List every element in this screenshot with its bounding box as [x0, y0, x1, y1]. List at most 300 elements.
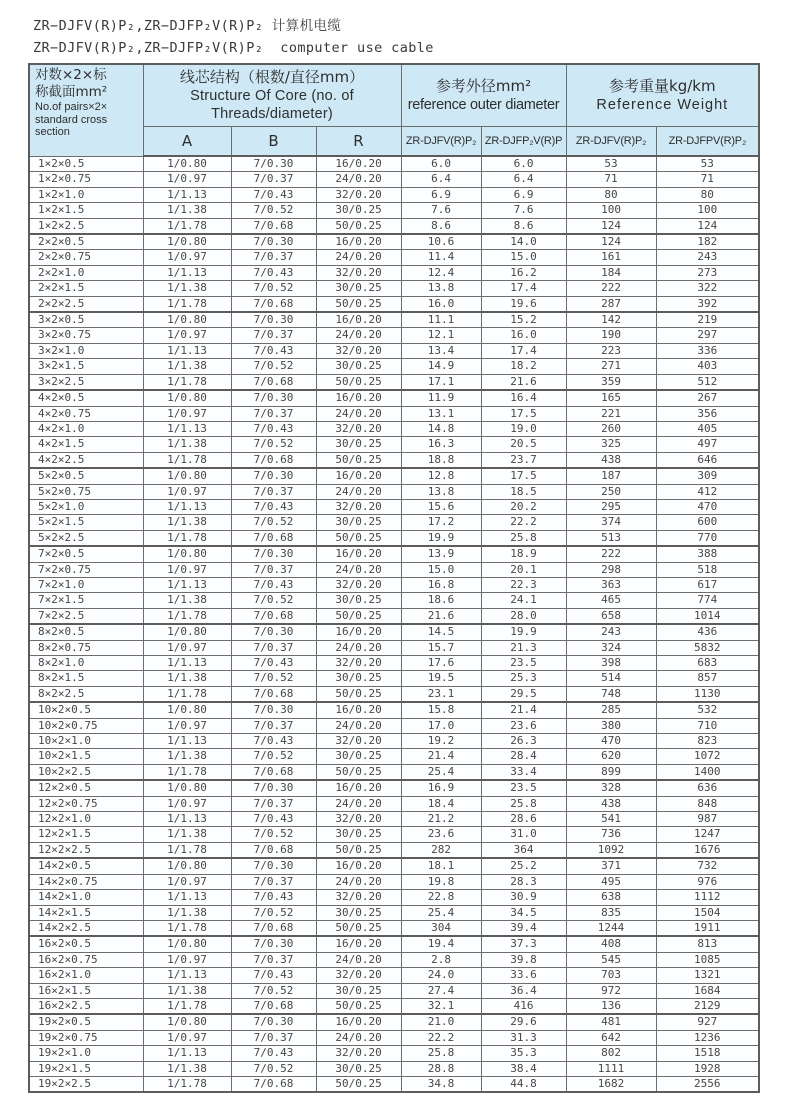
data-cell: 309: [656, 468, 759, 484]
data-cell: 7/0.52: [231, 1061, 316, 1076]
data-cell: 1682: [566, 1076, 656, 1092]
data-cell: 7/0.30: [231, 936, 316, 952]
data-cell: 7/0.52: [231, 281, 316, 296]
data-cell: 32/0.20: [316, 265, 401, 280]
data-cell: 7/0.30: [231, 546, 316, 562]
table-body: [29, 156, 759, 1092]
data-cell: 30/0.25: [316, 671, 401, 686]
row-label: 16×2×0.5: [29, 936, 143, 952]
data-cell: 23.5: [481, 656, 566, 671]
header-reference-outer-diameter: [401, 64, 566, 126]
data-cell: 7/0.68: [231, 686, 316, 702]
data-cell: 1/1.78: [143, 920, 231, 936]
data-cell: 23.5: [481, 780, 566, 796]
data-cell: 16/0.20: [316, 624, 401, 640]
data-cell: 470: [566, 734, 656, 749]
data-cell: 7/0.43: [231, 499, 316, 514]
data-cell: 39.8: [481, 952, 566, 967]
data-cell: 1/0.97: [143, 328, 231, 343]
data-cell: 7/0.30: [231, 780, 316, 796]
table-row: [29, 250, 759, 265]
data-cell: 16/0.20: [316, 780, 401, 796]
data-cell: 7/0.43: [231, 343, 316, 358]
data-cell: 273: [656, 265, 759, 280]
data-cell: 1/0.80: [143, 624, 231, 640]
data-cell: 14.5: [401, 624, 481, 640]
data-cell: 11.1: [401, 312, 481, 328]
data-cell: 7/0.30: [231, 156, 316, 172]
table-row: [29, 421, 759, 436]
data-cell: 23.7: [481, 452, 566, 468]
data-cell: 1/1.13: [143, 1046, 231, 1061]
data-cell: 71: [656, 172, 759, 187]
data-cell: 18.2: [481, 359, 566, 374]
data-cell: 7/0.30: [231, 234, 316, 250]
header-structure-en-line2: Threads/diameter): [211, 106, 333, 123]
header-pairs-en-line2: standard cross: [35, 113, 108, 126]
data-cell: 658: [566, 608, 656, 624]
table-row: [29, 406, 759, 421]
subheader-weight-zr-djfv: ZR-DJFV(R)P₂: [566, 126, 656, 156]
table-row: [29, 936, 759, 952]
data-cell: 24/0.20: [316, 874, 401, 889]
data-cell: 124: [566, 234, 656, 250]
data-cell: 636: [656, 780, 759, 796]
data-cell: 398: [566, 656, 656, 671]
data-cell: 1085: [656, 952, 759, 967]
header-structure-en-line1: Structure Of Core (no. of: [190, 88, 354, 105]
data-cell: 7/0.52: [231, 515, 316, 530]
row-label: 2×2×1.0: [29, 265, 143, 280]
data-cell: 15.6: [401, 499, 481, 514]
row-label: 1×2×2.5: [29, 218, 143, 234]
table-row: [29, 187, 759, 202]
table-row: [29, 842, 759, 858]
data-cell: 336: [656, 343, 759, 358]
data-cell: 7/0.52: [231, 593, 316, 608]
data-cell: 19.9: [401, 530, 481, 546]
data-cell: 1/0.80: [143, 312, 231, 328]
table-row: [29, 156, 759, 172]
data-cell: 1400: [656, 764, 759, 780]
data-cell: 1/0.80: [143, 390, 231, 406]
header-reference-weight: [566, 64, 759, 126]
data-cell: 13.9: [401, 546, 481, 562]
data-cell: 17.2: [401, 515, 481, 530]
row-label: 7×2×2.5: [29, 608, 143, 624]
table-row: [29, 920, 759, 936]
data-cell: 24/0.20: [316, 1030, 401, 1045]
data-cell: 7/0.52: [231, 437, 316, 452]
data-cell: 50/0.25: [316, 608, 401, 624]
data-cell: 359: [566, 374, 656, 390]
data-cell: 16/0.20: [316, 156, 401, 172]
data-cell: 371: [566, 858, 656, 874]
data-cell: 774: [656, 593, 759, 608]
data-cell: 24/0.20: [316, 718, 401, 733]
data-cell: 285: [566, 702, 656, 718]
data-cell: 11.4: [401, 250, 481, 265]
data-cell: 732: [656, 858, 759, 874]
data-cell: 1/1.38: [143, 359, 231, 374]
data-cell: 412: [656, 484, 759, 499]
data-cell: 19.2: [401, 734, 481, 749]
data-cell: 16.8: [401, 577, 481, 592]
data-cell: 80: [566, 187, 656, 202]
data-cell: 25.2: [481, 858, 566, 874]
data-cell: 438: [566, 796, 656, 811]
data-cell: 683: [656, 656, 759, 671]
data-cell: 405: [656, 421, 759, 436]
data-cell: 1911: [656, 920, 759, 936]
data-cell: 50/0.25: [316, 920, 401, 936]
data-cell: 287: [566, 296, 656, 312]
data-cell: 495: [566, 874, 656, 889]
data-cell: 7/0.30: [231, 1014, 316, 1030]
data-cell: 1247: [656, 827, 759, 842]
data-cell: 20.2: [481, 499, 566, 514]
data-cell: 28.3: [481, 874, 566, 889]
data-cell: 1/0.97: [143, 172, 231, 187]
data-cell: 30/0.25: [316, 827, 401, 842]
row-label: 5×2×2.5: [29, 530, 143, 546]
row-label: 10×2×0.75: [29, 718, 143, 733]
data-cell: 7/0.37: [231, 718, 316, 733]
header-pairs-cn-line2: 称截面mm²: [35, 84, 108, 100]
data-cell: 512: [656, 374, 759, 390]
header-diameter-cn: 参考外径mm²: [435, 77, 532, 96]
data-cell: 32/0.20: [316, 968, 401, 983]
table-row: [29, 577, 759, 592]
table-row: [29, 905, 759, 920]
data-cell: 298: [566, 562, 656, 577]
data-cell: 1/0.97: [143, 718, 231, 733]
data-cell: 53: [566, 156, 656, 172]
row-label: 3×2×0.75: [29, 328, 143, 343]
data-cell: 1/1.13: [143, 343, 231, 358]
data-cell: 857: [656, 671, 759, 686]
table-row: [29, 764, 759, 780]
data-cell: 374: [566, 515, 656, 530]
data-cell: 18.9: [481, 546, 566, 562]
data-cell: 7/0.52: [231, 905, 316, 920]
data-cell: 16.2: [481, 265, 566, 280]
subheader-diameter-zr-djfv: ZR-DJFV(R)P₂: [401, 126, 481, 156]
row-label: 4×2×2.5: [29, 452, 143, 468]
data-cell: 1928: [656, 1061, 759, 1076]
data-cell: 33.4: [481, 764, 566, 780]
data-cell: 37.3: [481, 936, 566, 952]
data-cell: 1/1.38: [143, 437, 231, 452]
data-cell: 899: [566, 764, 656, 780]
data-cell: 30/0.25: [316, 1061, 401, 1076]
data-cell: 6.9: [401, 187, 481, 202]
data-cell: 1/1.38: [143, 203, 231, 218]
data-cell: 19.9: [481, 624, 566, 640]
data-cell: 24/0.20: [316, 328, 401, 343]
data-cell: 324: [566, 640, 656, 655]
data-cell: 18.6: [401, 593, 481, 608]
data-cell: 28.0: [481, 608, 566, 624]
data-cell: 30/0.25: [316, 515, 401, 530]
data-cell: 8.6: [401, 218, 481, 234]
data-cell: 7.6: [481, 203, 566, 218]
data-cell: 7/0.68: [231, 920, 316, 936]
table-row: [29, 1014, 759, 1030]
table-row: [29, 827, 759, 842]
data-cell: 1/1.38: [143, 1061, 231, 1076]
data-cell: 7/0.52: [231, 671, 316, 686]
data-cell: 1/1.13: [143, 265, 231, 280]
data-cell: 7/0.43: [231, 734, 316, 749]
table-row: [29, 780, 759, 796]
data-cell: 736: [566, 827, 656, 842]
row-label: 2×2×0.75: [29, 250, 143, 265]
data-cell: 34.8: [401, 1076, 481, 1092]
table-row: [29, 968, 759, 983]
row-label: 16×2×2.5: [29, 998, 143, 1014]
data-cell: 7/0.30: [231, 702, 316, 718]
row-label: 2×2×1.5: [29, 281, 143, 296]
data-cell: 438: [566, 452, 656, 468]
row-label: 12×2×0.75: [29, 796, 143, 811]
data-cell: 282: [401, 842, 481, 858]
data-cell: 7/0.52: [231, 983, 316, 998]
title-block: [33, 15, 434, 59]
table-row: [29, 328, 759, 343]
data-cell: 17.4: [481, 343, 566, 358]
row-label: 8×2×0.75: [29, 640, 143, 655]
data-cell: 12.4: [401, 265, 481, 280]
data-cell: 1236: [656, 1030, 759, 1045]
data-cell: 53: [656, 156, 759, 172]
row-label: 16×2×1.0: [29, 968, 143, 983]
data-cell: 32/0.20: [316, 656, 401, 671]
row-label: 1×2×1.0: [29, 187, 143, 202]
data-cell: 1/0.80: [143, 1014, 231, 1030]
row-label: 2×2×2.5: [29, 296, 143, 312]
header-pairs-cn-line1: 对数×2×标: [35, 67, 107, 83]
data-cell: 124: [656, 218, 759, 234]
table-row: [29, 484, 759, 499]
data-cell: 28.6: [481, 812, 566, 827]
data-cell: 18.1: [401, 858, 481, 874]
data-cell: 32/0.20: [316, 187, 401, 202]
data-cell: 1/0.97: [143, 640, 231, 655]
data-cell: 7/0.43: [231, 656, 316, 671]
row-label: 14×2×1.0: [29, 890, 143, 905]
data-cell: 1072: [656, 749, 759, 764]
data-cell: 481: [566, 1014, 656, 1030]
data-cell: 23.6: [481, 718, 566, 733]
data-cell: 24/0.20: [316, 952, 401, 967]
row-label: 12×2×2.5: [29, 842, 143, 858]
table-row: [29, 640, 759, 655]
data-cell: 2129: [656, 998, 759, 1014]
data-cell: 22.8: [401, 890, 481, 905]
table-row: [29, 671, 759, 686]
data-cell: 1/0.80: [143, 234, 231, 250]
table-row: [29, 749, 759, 764]
data-cell: 30/0.25: [316, 905, 401, 920]
data-cell: 1/1.13: [143, 890, 231, 905]
data-cell: 28.4: [481, 749, 566, 764]
data-cell: 7/0.30: [231, 858, 316, 874]
row-label: 4×2×0.5: [29, 390, 143, 406]
data-cell: 1/0.80: [143, 702, 231, 718]
data-cell: 14.0: [481, 234, 566, 250]
data-cell: 1/1.38: [143, 827, 231, 842]
data-cell: 1/0.97: [143, 406, 231, 421]
data-cell: 7/0.30: [231, 390, 316, 406]
data-cell: 25.4: [401, 764, 481, 780]
row-label: 3×2×1.5: [29, 359, 143, 374]
table-row: [29, 874, 759, 889]
data-cell: 14.8: [401, 421, 481, 436]
subheader-diameter-zr-djfp2v: ZR-DJFP₂V(R)P: [481, 126, 566, 156]
data-cell: 403: [656, 359, 759, 374]
data-cell: 620: [566, 749, 656, 764]
row-label: 12×2×1.0: [29, 812, 143, 827]
subheader-column-a: A: [143, 126, 231, 156]
data-cell: 1111: [566, 1061, 656, 1076]
data-cell: 1/1.38: [143, 671, 231, 686]
data-cell: 136: [566, 998, 656, 1014]
data-cell: 25.8: [481, 796, 566, 811]
subheader-column-r: R: [316, 126, 401, 156]
data-cell: 32/0.20: [316, 812, 401, 827]
data-cell: 142: [566, 312, 656, 328]
table-row: [29, 1030, 759, 1045]
data-cell: 7/0.52: [231, 827, 316, 842]
data-cell: 7/0.43: [231, 421, 316, 436]
row-label: 2×2×0.5: [29, 234, 143, 250]
table-row: [29, 437, 759, 452]
table-row: [29, 546, 759, 562]
data-cell: 32/0.20: [316, 577, 401, 592]
data-cell: 16.0: [401, 296, 481, 312]
data-cell: 21.3: [481, 640, 566, 655]
data-cell: 436: [656, 624, 759, 640]
data-cell: 408: [566, 936, 656, 952]
data-cell: 1/1.78: [143, 764, 231, 780]
data-cell: 7/0.43: [231, 890, 316, 905]
subheader-column-b: B: [231, 126, 316, 156]
data-cell: 1/1.78: [143, 374, 231, 390]
table-row: [29, 265, 759, 280]
data-cell: 21.2: [401, 812, 481, 827]
header-structure-cn: 线芯结构（根数/直径mm）: [179, 68, 365, 87]
data-cell: 39.4: [481, 920, 566, 936]
table-row: [29, 296, 759, 312]
header-structure-of-core: [143, 64, 401, 126]
data-cell: 2.8: [401, 952, 481, 967]
data-cell: 50/0.25: [316, 374, 401, 390]
data-cell: 21.4: [401, 749, 481, 764]
data-cell: 22.2: [481, 515, 566, 530]
data-cell: 1/1.13: [143, 577, 231, 592]
data-cell: 30/0.25: [316, 983, 401, 998]
data-cell: 27.4: [401, 983, 481, 998]
data-cell: 7/0.68: [231, 374, 316, 390]
data-cell: 31.0: [481, 827, 566, 842]
header-pairs-en-line1: No.of pairs×2×: [35, 101, 108, 113]
table-row: [29, 593, 759, 608]
data-cell: 8.6: [481, 218, 566, 234]
data-cell: 16/0.20: [316, 546, 401, 562]
data-cell: 646: [656, 452, 759, 468]
data-cell: 16.3: [401, 437, 481, 452]
data-cell: 10.6: [401, 234, 481, 250]
data-cell: 187: [566, 468, 656, 484]
data-cell: 325: [566, 437, 656, 452]
data-cell: 12.8: [401, 468, 481, 484]
row-label: 16×2×0.75: [29, 952, 143, 967]
table-row: [29, 718, 759, 733]
data-cell: 13.8: [401, 281, 481, 296]
data-cell: 513: [566, 530, 656, 546]
data-cell: 24.0: [401, 968, 481, 983]
row-label: 19×2×2.5: [29, 1076, 143, 1092]
table-row: [29, 1076, 759, 1092]
table-row: [29, 686, 759, 702]
data-cell: 19.8: [401, 874, 481, 889]
data-cell: 6.0: [401, 156, 481, 172]
data-cell: 250: [566, 484, 656, 499]
data-cell: 1130: [656, 686, 759, 702]
data-cell: 30.9: [481, 890, 566, 905]
data-cell: 165: [566, 390, 656, 406]
data-cell: 29.5: [481, 686, 566, 702]
table-row: [29, 343, 759, 358]
data-cell: 642: [566, 1030, 656, 1045]
row-label: 8×2×2.5: [29, 686, 143, 702]
table-row: [29, 234, 759, 250]
data-cell: 23.6: [401, 827, 481, 842]
data-cell: 1112: [656, 890, 759, 905]
table-row: [29, 890, 759, 905]
data-cell: 1/1.38: [143, 749, 231, 764]
row-label: 7×2×0.5: [29, 546, 143, 562]
data-cell: 24/0.20: [316, 562, 401, 577]
data-cell: 987: [656, 812, 759, 827]
data-cell: 30/0.25: [316, 437, 401, 452]
data-cell: 6.9: [481, 187, 566, 202]
data-cell: 16/0.20: [316, 1014, 401, 1030]
row-label: 16×2×1.5: [29, 983, 143, 998]
data-cell: 7/0.68: [231, 530, 316, 546]
data-cell: 1/1.38: [143, 515, 231, 530]
row-label: 10×2×1.0: [29, 734, 143, 749]
data-cell: 50/0.25: [316, 296, 401, 312]
data-cell: 541: [566, 812, 656, 827]
table-row: [29, 530, 759, 546]
data-cell: 1/1.78: [143, 218, 231, 234]
data-cell: 17.5: [481, 468, 566, 484]
data-cell: 7/0.52: [231, 359, 316, 374]
row-label: 4×2×1.5: [29, 437, 143, 452]
data-cell: 20.1: [481, 562, 566, 577]
data-cell: 304: [401, 920, 481, 936]
data-cell: 32/0.20: [316, 1046, 401, 1061]
data-cell: 976: [656, 874, 759, 889]
header-weight-en: Reference Weight: [596, 97, 729, 114]
data-cell: 7/0.43: [231, 968, 316, 983]
data-cell: 19.4: [401, 936, 481, 952]
data-cell: 813: [656, 936, 759, 952]
data-cell: 1092: [566, 842, 656, 858]
data-cell: 13.1: [401, 406, 481, 421]
